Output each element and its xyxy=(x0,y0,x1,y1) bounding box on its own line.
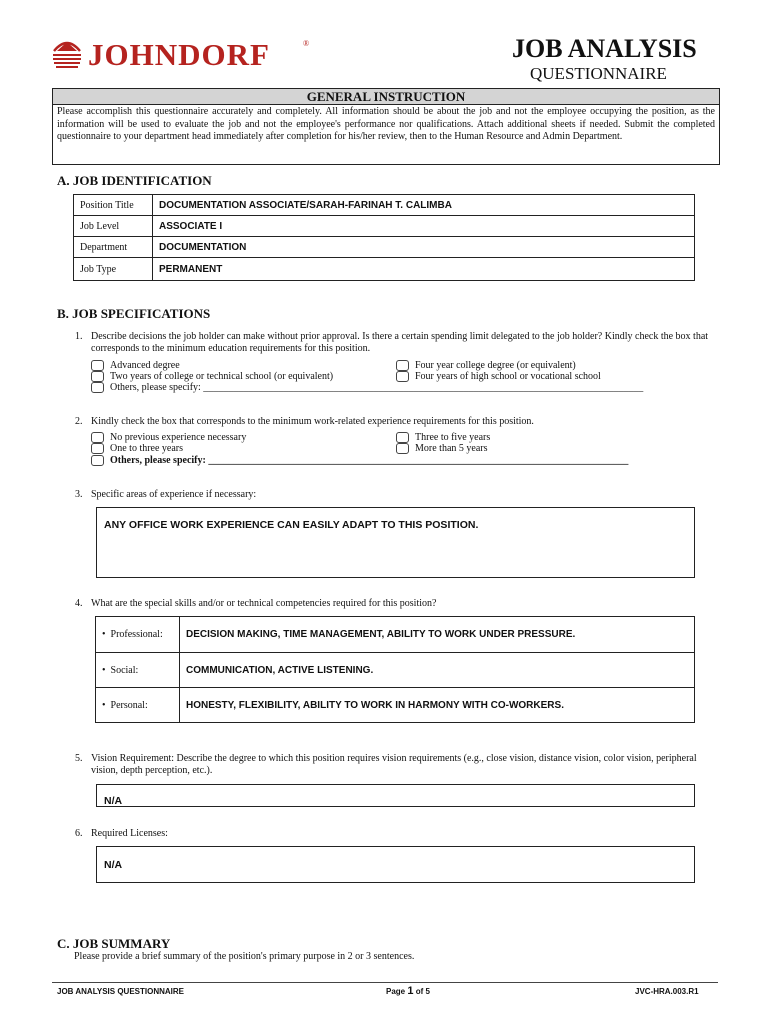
page-title: JOB ANALYSIS xyxy=(512,34,697,63)
q1-option-four-years-high-school[interactable]: Four years of high school or vocational school xyxy=(396,371,601,383)
q6-answer: N/A xyxy=(104,859,123,871)
professional-value[interactable]: DECISION MAKING, TIME MANAGEMENT, ABILITY TO WORK UNDER PRESSURE. xyxy=(180,617,695,653)
checkbox[interactable] xyxy=(91,360,104,371)
q2-number: 2. xyxy=(75,416,83,427)
footer-page-number: Page 1 of 5 xyxy=(386,985,430,997)
personal-label: Personal: xyxy=(110,699,148,711)
q1-option-four-year-college[interactable]: Four year college degree (or equivalent) xyxy=(396,360,576,372)
job-type-value[interactable]: PERMANENT xyxy=(153,258,695,281)
bullet: • xyxy=(102,699,111,711)
q6-text: Required Licenses: xyxy=(91,828,168,839)
job-identification-table xyxy=(73,194,695,281)
job-type-label: Job Type xyxy=(74,258,153,281)
checkbox[interactable] xyxy=(396,360,409,371)
footer-divider xyxy=(52,982,718,983)
footer-title: JOB ANALYSIS QUESTIONNAIRE xyxy=(57,987,184,996)
q1-text: Describe decisions the job holder can make without prior approval. Is there a certain spending limit delegated to the job holder? Kindly check the box that corresponds to the minimum education requirements for this position. xyxy=(91,331,709,354)
checkbox[interactable] xyxy=(396,443,409,454)
checkbox[interactable] xyxy=(396,371,409,382)
q6-answer-box[interactable] xyxy=(96,846,695,883)
department-value[interactable]: DOCUMENTATION xyxy=(153,237,695,258)
checkbox[interactable] xyxy=(91,443,104,454)
job-level-value[interactable]: ASSOCIATE I xyxy=(153,216,695,237)
general-instruction-box xyxy=(52,88,720,165)
q6-number: 6. xyxy=(75,828,83,839)
q5-number: 5. xyxy=(75,753,83,764)
checkbox[interactable] xyxy=(91,432,104,443)
checkbox[interactable] xyxy=(91,455,104,466)
checkbox[interactable] xyxy=(91,382,104,393)
q5-answer-box[interactable] xyxy=(96,784,695,807)
job-level-label: Job Level xyxy=(74,216,153,237)
q2-text: Kindly check the box that corresponds to the minimum work-related experience requirements for this position. xyxy=(91,416,534,427)
q5-text: Vision Requirement: Describe the degree to which this position requires vision requirements (e.g., close vision, distance vision, color vision, peripheral vision, depth perception, etc.). xyxy=(91,753,697,776)
q2-option-no-experience[interactable]: No previous experience necessary xyxy=(91,432,246,444)
social-value[interactable]: COMMUNICATION, ACTIVE LISTENING. xyxy=(180,653,695,688)
q2-option-three-to-five[interactable]: Three to five years xyxy=(396,432,490,444)
section-b-title: B. JOB SPECIFICATIONS xyxy=(57,306,211,321)
skills-table xyxy=(95,616,695,723)
section-a-title: A. JOB IDENTIFICATION xyxy=(57,173,212,188)
registered-mark: ® xyxy=(303,39,310,48)
q1-option-advanced-degree[interactable]: Advanced degree xyxy=(91,360,180,372)
table-row xyxy=(74,195,695,216)
checkbox[interactable] xyxy=(396,432,409,443)
q1-number: 1. xyxy=(75,331,83,342)
q2-option-more-than-five[interactable]: More than 5 years xyxy=(396,443,487,455)
q3-text: Specific areas of experience if necessary: xyxy=(91,489,257,500)
page-subtitle: QUESTIONNAIRE xyxy=(530,64,667,83)
q3-number: 3. xyxy=(75,489,83,500)
table-row xyxy=(96,617,695,653)
footer-document-code: JVC-HRA.003.R1 xyxy=(635,987,699,996)
table-row xyxy=(74,237,695,258)
position-title-label: Position Title xyxy=(74,195,153,216)
q3-answer-box[interactable] xyxy=(96,507,695,578)
q3-answer: ANY OFFICE WORK EXPERIENCE CAN EASILY ADAPT TO THIS POSITION. xyxy=(104,519,479,531)
department-label: Department xyxy=(74,237,153,258)
table-row xyxy=(74,216,695,237)
table-row xyxy=(96,653,695,688)
q2-option-one-to-three[interactable]: One to three years xyxy=(91,443,183,455)
general-instruction-heading: GENERAL INSTRUCTION xyxy=(53,89,719,105)
checkbox[interactable] xyxy=(91,371,104,382)
position-title-value[interactable]: DOCUMENTATION ASSOCIATE/SARAH-FARINAH T. CALIMBA xyxy=(153,195,695,216)
logo-emblem-icon xyxy=(50,39,84,69)
bullet: • xyxy=(102,629,111,640)
table-row xyxy=(96,688,695,723)
personal-value[interactable]: HONESTY, FLEXIBILITY, ABILITY TO WORK IN HARMONY WITH CO-WORKERS. xyxy=(180,688,695,723)
q5-answer: N/A xyxy=(104,795,123,807)
section-c-text: Please provide a brief summary of the position's primary purpose in 2 or 3 sentences. xyxy=(74,951,415,962)
q2-option-others[interactable]: Others, please specify: ____________________________________________________________________________________ xyxy=(91,455,628,467)
q1-option-two-years-college[interactable]: Two years of college or technical school (or equivalent) xyxy=(91,371,333,383)
q4-text: What are the special skills and/or or technical competencies required for this position? xyxy=(91,598,437,609)
bullet: • xyxy=(102,664,111,676)
table-row xyxy=(74,258,695,281)
general-instruction-text: Please accomplish this questionnaire accurately and completely. All information should be about the job and not the employee occupying the position, as the information will be used to evaluate the job and not the employee's performance nor qualifications. Attach additional sheets if needed. Submit the completed questionnaire to your department head immediately after completion for his/her review, then to the Human Resource and Admin Department. xyxy=(57,106,715,142)
professional-label: Professional: xyxy=(110,629,163,640)
q4-number: 4. xyxy=(75,598,83,609)
company-name: JOHNDORF xyxy=(88,37,270,72)
section-c-title: C. JOB SUMMARY xyxy=(57,936,171,951)
social-label: Social: xyxy=(110,664,139,676)
q1-option-others[interactable]: Others, please specify: ________________________________________________________________________________________ xyxy=(91,382,643,394)
